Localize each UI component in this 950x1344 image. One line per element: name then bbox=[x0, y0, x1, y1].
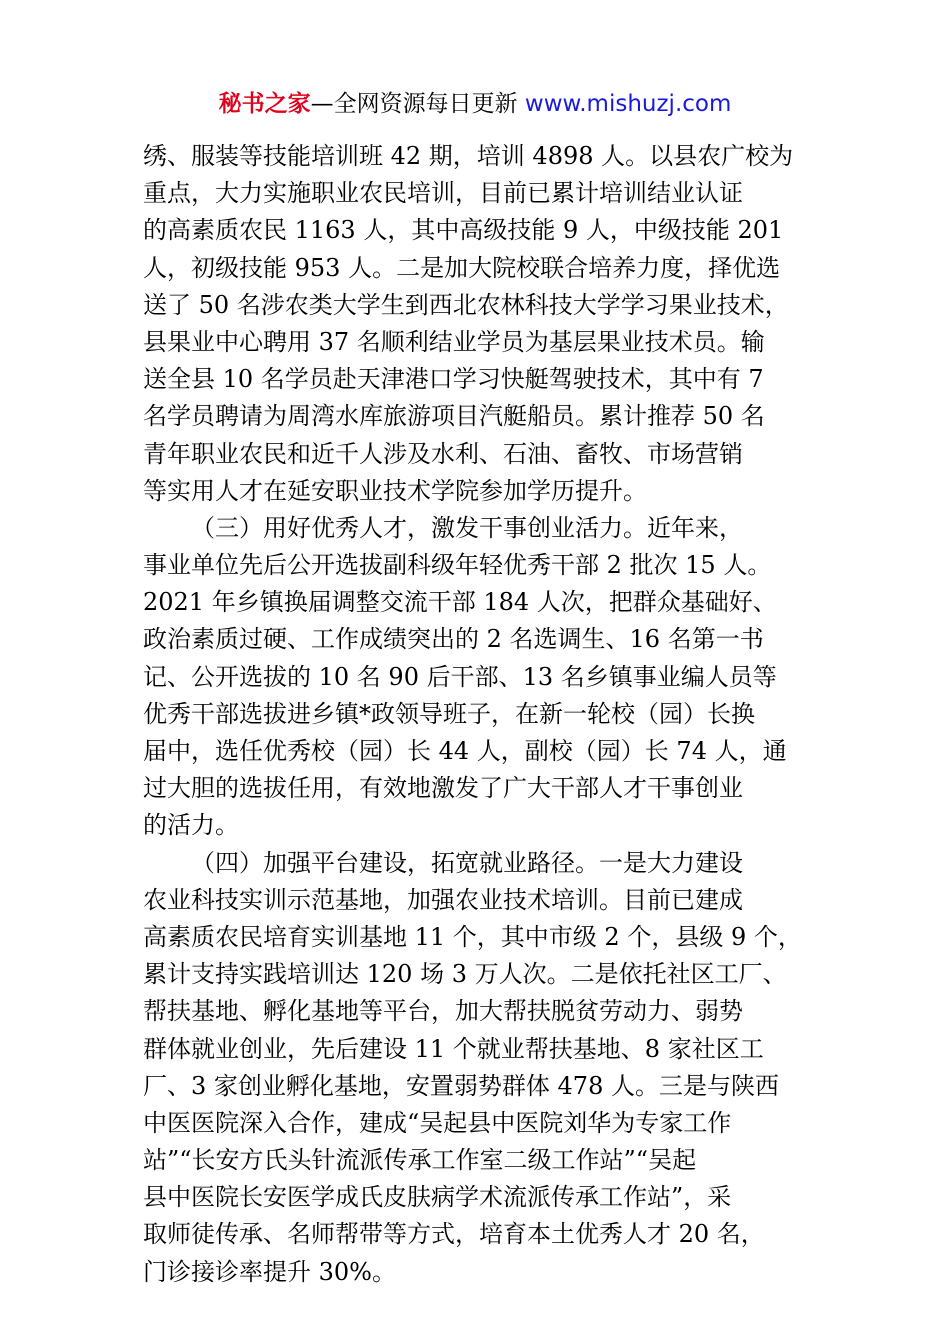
text-line: 过大胆的选拔任用，有效地激发了广大干部人才干事创业 bbox=[143, 774, 743, 803]
text-line: 农业科技实训示范基地，加强农业技术培训。目前已建成 bbox=[143, 885, 743, 914]
text-line: 帮扶基地、孵化基地等平台，加大帮扶脱贫劳动力、弱势 bbox=[143, 997, 743, 1026]
text-line: 取师徒传承、名师帮带等方式，培育本土优秀人才 20 名， bbox=[143, 1220, 765, 1249]
text-line: 届中，选任优秀校（园）长 44 人，副校（园）长 74 人，通 bbox=[143, 737, 787, 765]
text-line: 的高素质农民 1163 人，其中高级技能 9 人，中级技能 201 bbox=[143, 216, 784, 245]
header-slogan: —全网资源每日更新 bbox=[310, 91, 525, 117]
page-header bbox=[0, 88, 950, 120]
section-heading-line: （三）用好优秀人才，激发干事创业活力。近年来， bbox=[191, 513, 743, 542]
text-line: 2021 年乡镇换届调整交流干部 184 人次，把群众基础好、 bbox=[143, 588, 777, 617]
text-line: 青年职业农民和近千人涉及水利、石油、畜牧、市场营销 bbox=[143, 439, 743, 468]
section-heading-line: （四）加强平台建设，拓宽就业路径。一是大力建设 bbox=[191, 848, 743, 877]
text-line: 名学员聘请为周湾水库旅游项目汽艇船员。累计推荐 50 名 bbox=[143, 402, 765, 431]
text-line: 送全县 10 名学员赴天津港口学习快艇驾驶技术，其中有 7 bbox=[143, 365, 764, 394]
text-line: 厂、3 家创业孵化基地，安置弱势群体 478 人。三是与陕西 bbox=[143, 1071, 779, 1100]
header-site-link[interactable]: www.mishuzj.com bbox=[524, 91, 732, 117]
text-line: 政治素质过硬、工作成绩突出的 2 名选调生、16 名第一书 bbox=[143, 625, 764, 654]
text-line: 县果业中心聘用 37 名顺利结业学员为基层果业技术员。输 bbox=[143, 327, 765, 356]
text-line: 高素质农民培育实训基地 11 个，其中市级 2 个，县级 9 个， bbox=[143, 922, 802, 951]
text-line: 重点，大力实施职业农民培训，目前已累计培训结业认证 bbox=[143, 179, 743, 208]
text-line: 站”“长安方氏头针流派传承工作室二级工作站”“吴起 bbox=[143, 1146, 697, 1175]
text-line: 中医医院深入合作，建成“吴起县中医院刘华为专家工作 bbox=[143, 1108, 732, 1137]
document-body bbox=[143, 138, 833, 1291]
text-line: 人，初级技能 953 人。二是加大院校联合培养力度，择优选 bbox=[143, 253, 781, 282]
text-line: 等实用人才在延安职业技术学院参加学历提升。 bbox=[143, 476, 647, 505]
text-line: 绣、服装等技能培训班 42 期，培训 4898 人。以县农广校为 bbox=[143, 142, 794, 170]
text-line: 县中医院长安医学成氏皮肤病学术流派传承工作站”，采 bbox=[143, 1183, 732, 1212]
text-line: 优秀干部选拔进乡镇*政领导班子，在新一轮校（园）长换 bbox=[143, 699, 755, 728]
text-line: 累计支持实践培训达 120 场 3 万人次。二是依托社区工厂、 bbox=[143, 960, 787, 989]
text-line: 的活力。 bbox=[143, 811, 239, 840]
text-line: 事业单位先后公开选拔副科级年轻优秀干部 2 批次 15 人。 bbox=[143, 551, 772, 580]
header-brand: 秘书之家 bbox=[218, 91, 311, 117]
text-line: 送了 50 名涉农类大学生到西北农林科技大学学习果业技术， bbox=[143, 290, 789, 319]
text-line: 记、公开选拔的 10 名 90 后干部、13 名乡镇事业编人员等 bbox=[143, 662, 777, 691]
text-line: 门诊接诊率提升 30%。 bbox=[143, 1257, 396, 1286]
text-line: 群体就业创业，先后建设 11 个就业帮扶基地、8 家社区工 bbox=[143, 1034, 764, 1063]
